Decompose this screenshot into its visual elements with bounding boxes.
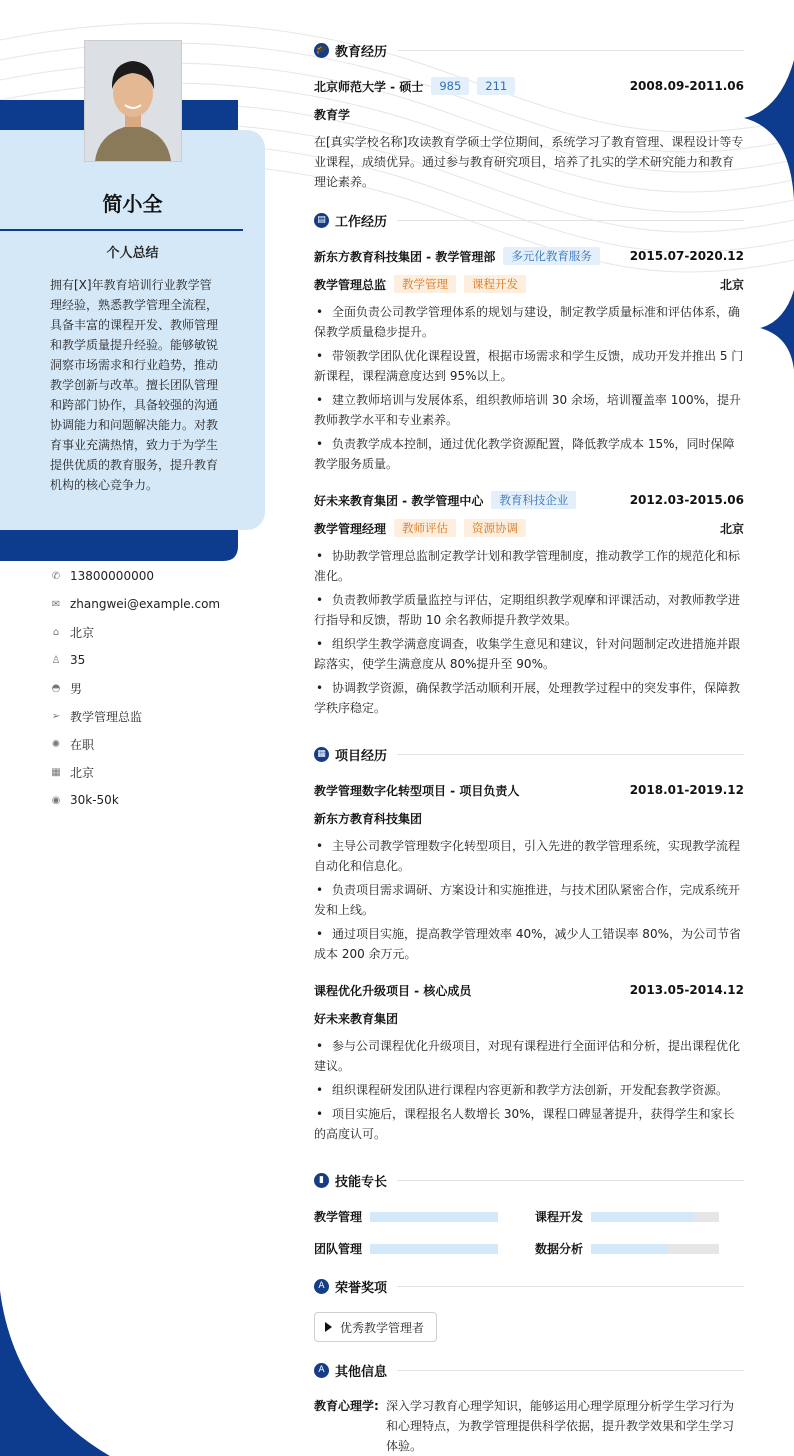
section-rule	[397, 1370, 744, 1371]
skills-header: ▮ 技能专长	[314, 1170, 744, 1190]
skill-bar	[591, 1244, 719, 1254]
send-icon: ➢	[51, 710, 61, 722]
other-info-row	[314, 1396, 744, 1456]
project-org-row	[314, 808, 744, 828]
project-name: 课程优化升级项目 - 核心成员	[314, 983, 472, 998]
list-item: • 全面负责公司教学管理体系的规划与建设，制定教学质量标准和评估体系，确保教学质量稳步提升。	[314, 302, 744, 342]
job-bullets	[314, 546, 744, 722]
school-name: 北京师范大学 - 硕士	[314, 79, 424, 94]
contact-city: ▦ 北京	[51, 765, 95, 780]
education-header: 🎓 教育经历	[314, 40, 744, 60]
skill-item	[314, 1240, 498, 1257]
list-item: • 参与公司课程优化升级项目，对现有课程进行全面评估和分析，提出课程优化建议。	[314, 1036, 744, 1076]
award-icon: A	[314, 1279, 329, 1294]
list-item: • 组织学生教学满意度调查，收集学生意见和建议，针对问题制定改进措施并跟踪落实，使学生满意度从 80%提升至 90%。	[314, 634, 744, 674]
profile-photo	[84, 40, 182, 162]
school-tag: 211	[477, 77, 515, 95]
contact-gender: ◓ 男	[51, 681, 83, 696]
role-row	[314, 518, 744, 538]
company-tag: 多元化教育服务	[503, 247, 600, 265]
list-item: • 负责教学成本控制，通过优化教学资源配置，降低教学成本 15%，同时保障教学服务质量。	[314, 434, 744, 474]
list-item: • 建立教师培训与发展体系，组织教师培训 30 余场，培训覆盖率 100%，提升教师教学水平和专业素养。	[314, 390, 744, 430]
skill-name: 数据分析	[535, 1242, 584, 1256]
education-desc: 在[真实学校名称]攻读教育学硕士学位期间，系统学习了教育管理、课程设计等专业课程，成绩优异。通过参与教育研究项目，培养了扎实的学术研究能力和教育理论素养。	[314, 135, 744, 189]
awards-header: A 荣誉奖项	[314, 1276, 744, 1296]
role-tag: 课程开发	[464, 275, 526, 293]
other-info-key: 教育心理学:	[314, 1399, 379, 1413]
grid-icon: ▦	[314, 747, 329, 762]
gender-icon: ◓	[51, 682, 61, 694]
play-triangle-icon	[325, 1322, 332, 1332]
project-org: 新东方教育科技集团	[314, 811, 423, 826]
skill-item	[535, 1240, 719, 1257]
contact-email: ✉ zhangwei@example.com	[51, 597, 221, 611]
school-tag: 985	[431, 77, 469, 95]
project-bullets	[314, 1036, 744, 1148]
education-row	[314, 76, 744, 96]
contact-status: ✺ 在职	[51, 737, 95, 752]
skill-item	[535, 1208, 719, 1225]
project-org-row	[314, 1008, 744, 1028]
skill-fill	[591, 1244, 668, 1254]
skill-bar	[370, 1212, 498, 1222]
salary-icon: ◉	[51, 794, 61, 806]
company-name: 好未来教育集团 - 教学管理中心	[314, 493, 484, 508]
contact-salary: ◉ 30k-50k	[51, 793, 119, 807]
contact-list	[50, 562, 220, 814]
list-item: • 主导公司教学管理数字化转型项目，引入先进的教学管理系统，实现教学流程自动化和信息化。	[314, 836, 744, 876]
building-icon: ▦	[51, 766, 61, 778]
job-date: 2012.03-2015.06	[629, 493, 744, 507]
skill-name: 教学管理	[314, 1210, 363, 1224]
candidate-name: 简小全	[102, 192, 163, 216]
list-item: • 协助教学管理总监制定教学计划和教学管理制度，推动教学工作的规范化和标准化。	[314, 546, 744, 586]
graduation-cap-icon: 🎓	[314, 43, 329, 58]
info-icon: A	[314, 1363, 329, 1378]
chart-icon: ▮	[314, 1173, 329, 1188]
skill-item	[314, 1208, 498, 1225]
major-row	[314, 104, 744, 124]
skill-bar	[370, 1244, 498, 1254]
project-date: 2013.05-2014.12	[629, 983, 744, 997]
section-rule	[397, 220, 744, 221]
contact-position: ➢ 教学管理总监	[51, 709, 143, 724]
project-row	[314, 780, 744, 800]
contact-home: ⌂ 北京	[50, 618, 220, 646]
skill-fill	[370, 1212, 498, 1222]
cake-icon: ♙	[51, 654, 61, 666]
award-chip	[314, 1312, 437, 1342]
section-rule	[397, 50, 744, 51]
company-tag: 教育科技企业	[491, 491, 576, 509]
summary-title: 个人总结	[106, 246, 159, 261]
phone-icon: ✆	[51, 570, 61, 582]
list-item: • 带领教学团队优化课程设置，根据市场需求和学生反馈，成功开发并推出 5 门新课程，课程满意度达到 95%以上。	[314, 346, 744, 386]
project-date: 2018.01-2019.12	[629, 783, 744, 797]
job-city: 北京	[719, 277, 744, 292]
section-rule	[397, 754, 744, 755]
home-icon: ⌂	[52, 626, 60, 638]
project-row	[314, 980, 744, 1000]
major: 教育学	[314, 107, 351, 122]
job-date: 2015.07-2020.12	[629, 249, 744, 263]
list-item: • 协调教学资源，确保教学活动顺利开展，处理教学过程中的突发事件，保障教学秩序稳定。	[314, 678, 744, 718]
list-item: • 负责项目需求调研、方案设计和实施推进，与技术团队紧密合作，完成系统开发和上线。	[314, 880, 744, 920]
other-info-value: 深入学习教育心理学知识，能够运用心理学原理分析学生学习行为和心理特点，为教学管理提供科学依据，提升教学效果和学生学习体验。	[386, 1399, 735, 1453]
role-title: 教学管理经理	[314, 521, 387, 536]
job-row	[314, 246, 744, 266]
role-tag: 教学管理	[394, 275, 456, 293]
job-city: 北京	[719, 521, 744, 536]
section-rule	[397, 1180, 744, 1181]
job-bullets	[314, 302, 744, 478]
skill-bar	[591, 1212, 719, 1222]
briefcase-icon: ▤	[314, 213, 329, 228]
summary-text: 拥有[X]年教育培训行业教学管理经验，熟悉教学管理全流程，具备丰富的课程开发、教师管理和教学质量提升经验。能够敏锐洞察市场需求和行业趋势，推动教学创新与改革。擅长团队管理和跨部门协作，具备较强的沟通协调能力和问题解决能力。对教育事业充满热情，致力于为学生提供优质的教育服务，提升教育机构的核心竞争力。	[50, 278, 219, 492]
other-header: A 其他信息	[314, 1360, 744, 1380]
list-item: • 负责教师教学质量监控与评估，定期组织教学观摩和评课活动，对教师教学进行指导和反馈，帮助 10 余名教师提升教学效果。	[314, 590, 744, 630]
award-label: 优秀教学管理者	[340, 1320, 425, 1335]
list-item: • 通过项目实施，提高教学管理效率 40%，减少人工错误率 80%，为公司节省成本 200 余万元。	[314, 924, 744, 964]
project-name: 教学管理数字化转型项目 - 项目负责人	[314, 783, 520, 798]
education-date: 2008.09-2011.06	[629, 79, 744, 93]
job-row	[314, 490, 744, 510]
contact-phone: ✆ 13800000000	[51, 569, 154, 583]
work-header: ▤ 工作经历	[314, 210, 744, 230]
status-icon: ✺	[51, 738, 61, 750]
skill-fill	[591, 1212, 693, 1222]
mail-icon: ✉	[51, 598, 61, 610]
section-rule	[397, 1286, 744, 1287]
project-org: 好未来教育集团	[314, 1011, 399, 1026]
role-tag: 教师评估	[394, 519, 456, 537]
list-item: • 组织课程研发团队进行课程内容更新和教学方法创新，开发配套教学资源。	[314, 1080, 744, 1100]
company-name: 新东方教育科技集团 - 教学管理部	[314, 249, 496, 264]
role-row	[314, 274, 744, 294]
role-tag: 资源协调	[464, 519, 526, 537]
projects-header: ▦ 项目经历	[314, 744, 744, 764]
skill-name: 团队管理	[314, 1242, 363, 1256]
project-bullets	[314, 836, 744, 968]
contact-age: ♙ 35	[51, 653, 86, 667]
skill-fill	[370, 1244, 498, 1254]
name-underline	[0, 229, 243, 231]
role-title: 教学管理总监	[314, 277, 387, 292]
list-item: • 项目实施后，课程报名人数增长 30%，课程口碑显著提升，获得学生和家长的高度认可。	[314, 1104, 744, 1144]
skill-name: 课程开发	[535, 1210, 584, 1224]
